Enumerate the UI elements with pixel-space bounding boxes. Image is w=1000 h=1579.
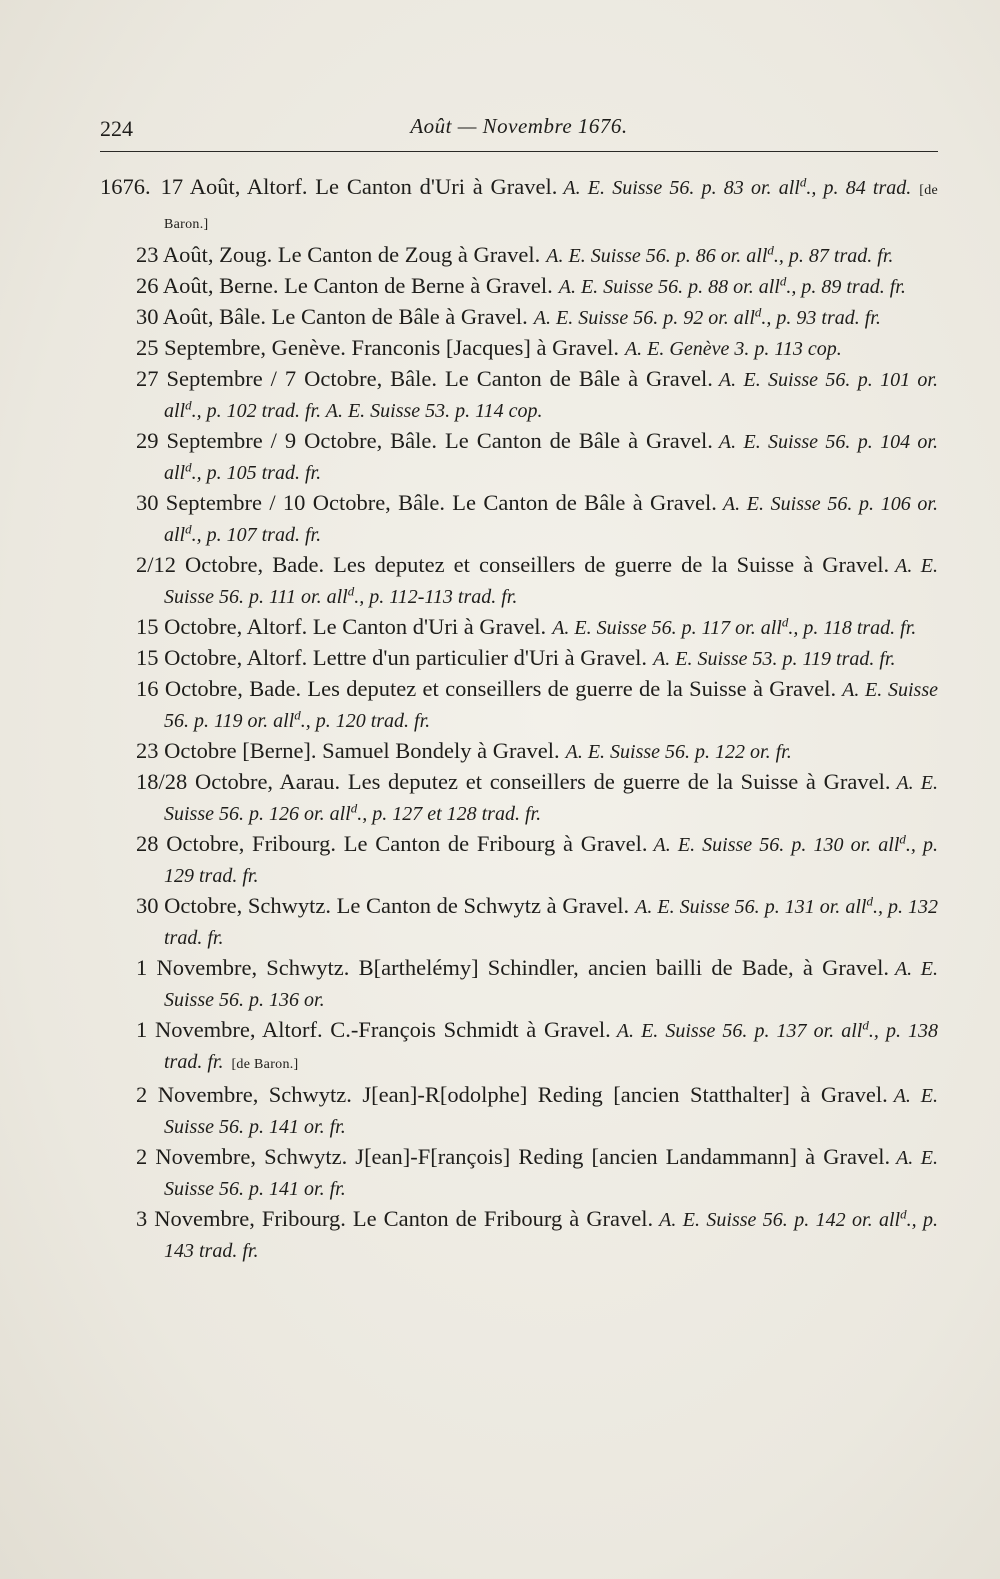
reference-part: A. E. Suisse 56. p. 104 or. all xyxy=(164,431,938,484)
reference-part: ., p. 127 et 128 trad. fr. xyxy=(357,803,542,825)
archive-reference xyxy=(653,648,895,670)
entry-note: [de Baron.] xyxy=(164,183,939,232)
entry-text: 28 Octobre, Fribourg. Le Canton de Fribourg à Gravel. xyxy=(136,831,648,856)
reference-part: A. E. Suisse 56. p. 131 or. all xyxy=(635,896,867,918)
archive-reference xyxy=(558,273,906,298)
archive-reference xyxy=(625,338,842,360)
reference-superscript: d xyxy=(294,707,301,723)
entry-text: 30 Octobre, Schwytz. Le Canton de Schwytz à Gravel. xyxy=(136,893,630,918)
entry-item xyxy=(100,953,938,1015)
reference-part: ., p. 120 trad. fr. xyxy=(300,710,431,732)
entry-text: 3 Novembre, Fribourg. Le Canton de Fribourg à Gravel. xyxy=(136,1206,654,1231)
reference-part: A. E. Suisse 56. p. 137 or. all xyxy=(616,1020,863,1042)
reference-part: A. E. Suisse 56. p. 106 or. all xyxy=(164,493,938,546)
reference-superscript: d xyxy=(185,521,192,537)
entry-text: 2/12 Octobre, Bade. Les deputez et conseillers de guerre de la Suisse à Gravel. xyxy=(136,552,890,577)
entry-text: 18/28 Octobre, Aarau. Les deputez et conseillers de guerre de la Suisse à Gravel. xyxy=(136,769,891,794)
reference-superscript: d xyxy=(185,459,192,475)
header-rule xyxy=(100,151,938,152)
reference-part: ., p. 87 trad. fr. xyxy=(773,245,894,267)
reference-superscript: d xyxy=(900,1206,907,1222)
page-number: 224 xyxy=(100,116,133,141)
entry-text: 1 Novembre, Schwytz. B[arthelémy] Schindler, ancien bailli de Bade, à Gravel. xyxy=(136,955,889,980)
entry-item xyxy=(100,271,938,302)
reference-part: A. E. Suisse 56. p. 117 or. all xyxy=(552,617,782,639)
entry-text: 27 Septembre / 7 Octobre, Bâle. Le Canton de Bâle à Gravel. xyxy=(136,366,713,391)
reference-part: A. E. Suisse 56. p. 142 or. all xyxy=(659,1209,901,1231)
entry-text: 17 Août, Altorf. Le Canton d'Uri à Gravel. xyxy=(160,174,558,199)
reference-part: ., p. 143 trad. fr. xyxy=(164,1209,938,1262)
entry-year: 1676. xyxy=(100,174,151,199)
entry-text: 2 Novembre, Schwytz. J[ean]-R[odolphe] Reding [ancien Statthalter] à Gravel. xyxy=(136,1082,888,1107)
running-title: Août — Novembre 1676. xyxy=(410,114,628,138)
reference-part: A. E. Suisse 56. p. 101 or. all xyxy=(164,369,938,422)
entry-text: 30 Août, Bâle. Le Canton de Bâle à Gravel. xyxy=(136,304,528,329)
reference-part: A. E. Suisse 56. p. 141 or. fr. xyxy=(164,1147,939,1200)
reference-part: ., p. 112-113 trad. fr. xyxy=(354,586,518,608)
reference-part: ., p. 132 trad. fr. xyxy=(164,896,938,949)
reference-part: ., p. 107 trad. fr. xyxy=(191,524,322,546)
entry-text: 26 Août, Berne. Le Canton de Berne à Gravel. xyxy=(136,273,553,298)
entry-list xyxy=(100,172,938,1266)
reference-part: ., p. 93 trad. fr. xyxy=(761,307,881,329)
entry-item xyxy=(100,1080,938,1142)
entry-item xyxy=(100,643,938,674)
entry-text: 2 Novembre, Schwytz. J[ean]-F[rançois] Reding [ancien Landammann] à Gravel. xyxy=(136,1144,891,1169)
reference-part: A. E. Suisse 56. p. 88 or. all xyxy=(558,276,780,298)
reference-superscript: d xyxy=(347,583,355,599)
archive-reference xyxy=(552,614,917,639)
reference-part: ., p. 105 trad. fr. xyxy=(191,462,322,484)
reference-superscript: d xyxy=(799,174,807,190)
reference-superscript: d xyxy=(350,800,358,816)
reference-superscript: d xyxy=(754,304,762,320)
reference-part: A. E. Suisse 56. p. 141 or. fr. xyxy=(164,1085,938,1138)
entry-item xyxy=(100,364,938,426)
entry-text: 29 Septembre / 9 Octobre, Bâle. Le Canton de Bâle à Gravel. xyxy=(136,428,713,453)
entry-item xyxy=(100,674,938,736)
reference-part: ., p. 102 trad. fr. A. E. Suisse 53. p. 114 cop. xyxy=(191,400,543,422)
entry-text: 15 Octobre, Altorf. Le Canton d'Uri à Gravel. xyxy=(136,614,547,639)
reference-part: A. E. Suisse 56. p. 126 or. all xyxy=(164,772,938,825)
entry-item xyxy=(100,488,938,550)
page-header xyxy=(100,112,938,152)
entry-item xyxy=(100,426,938,488)
archive-reference xyxy=(566,741,792,763)
entry-item xyxy=(100,612,938,643)
entry-text: 23 Octobre [Berne]. Samuel Bondely à Gravel. xyxy=(136,738,560,763)
entry-item xyxy=(100,1015,938,1080)
reference-part: ., p. 118 trad. fr. xyxy=(788,617,917,639)
entry-item xyxy=(100,302,938,333)
entry-item xyxy=(100,550,938,612)
entry-item xyxy=(100,767,938,829)
reference-part: A. E. Suisse 56. p. 83 or. all xyxy=(563,177,800,199)
reference-part: A. E. Suisse 56. p. 119 or. all xyxy=(164,679,938,732)
reference-superscript: d xyxy=(767,242,774,258)
archive-reference xyxy=(533,304,881,329)
reference-part: ., p. 89 trad. fr. xyxy=(786,276,906,298)
entry-item xyxy=(100,172,938,240)
reference-part: ., p. 138 trad. fr. xyxy=(164,1020,939,1073)
reference-part: ., p. 129 trad. fr. xyxy=(164,834,938,887)
reference-superscript: d xyxy=(866,893,873,909)
entry-item xyxy=(100,1142,938,1204)
entry-item xyxy=(100,1204,938,1266)
reference-superscript: d xyxy=(862,1017,869,1033)
reference-part: ., p. 84 trad. xyxy=(806,177,912,199)
entry-item xyxy=(100,891,938,953)
entry-item xyxy=(100,829,938,891)
reference-part: A. E. Suisse 56. p. 130 or. all xyxy=(653,834,900,856)
reference-part: A. E. Suisse 53. p. 119 trad. fr. xyxy=(653,648,896,670)
entry-text: 15 Octobre, Altorf. Lettre d'un particulier d'Uri à Gravel. xyxy=(136,645,648,670)
reference-part: A. E. Suisse 56. p. 111 or. all xyxy=(164,555,938,608)
reference-part: A. E. Suisse 56. p. 92 or. all xyxy=(533,307,755,329)
archive-reference xyxy=(563,174,912,199)
reference-superscript: d xyxy=(779,273,787,289)
reference-superscript: d xyxy=(899,831,906,847)
entry-item xyxy=(100,736,938,767)
reference-superscript: d xyxy=(781,614,789,630)
archive-reference xyxy=(546,242,894,267)
reference-superscript: d xyxy=(185,397,192,413)
entry-text: 30 Septembre / 10 Octobre, Bâle. Le Canton de Bâle à Gravel. xyxy=(136,490,717,515)
entry-text: 1 Novembre, Altorf. C.-François Schmidt à Gravel. xyxy=(136,1017,611,1042)
reference-part: A. E. Suisse 56. p. 136 or. xyxy=(164,958,939,1011)
entry-item xyxy=(100,240,938,271)
reference-part: A. E. Suisse 56. p. 122 or. fr. xyxy=(565,741,792,763)
reference-part: A. E. Suisse 56. p. 86 or. all xyxy=(546,245,768,267)
entry-text: 23 Août, Zoug. Le Canton de Zoug à Gravel. xyxy=(136,242,541,267)
entry-note: [de Baron.] xyxy=(231,1057,299,1072)
entry-text: 16 Octobre, Bade. Les deputez et conseillers de guerre de la Suisse à Gravel. xyxy=(136,676,837,701)
entry-item xyxy=(100,333,938,364)
reference-part: A. E. Genève 3. p. 113 cop. xyxy=(624,338,842,360)
entry-text: 25 Septembre, Genève. Franconis [Jacques] à Gravel. xyxy=(136,335,619,360)
